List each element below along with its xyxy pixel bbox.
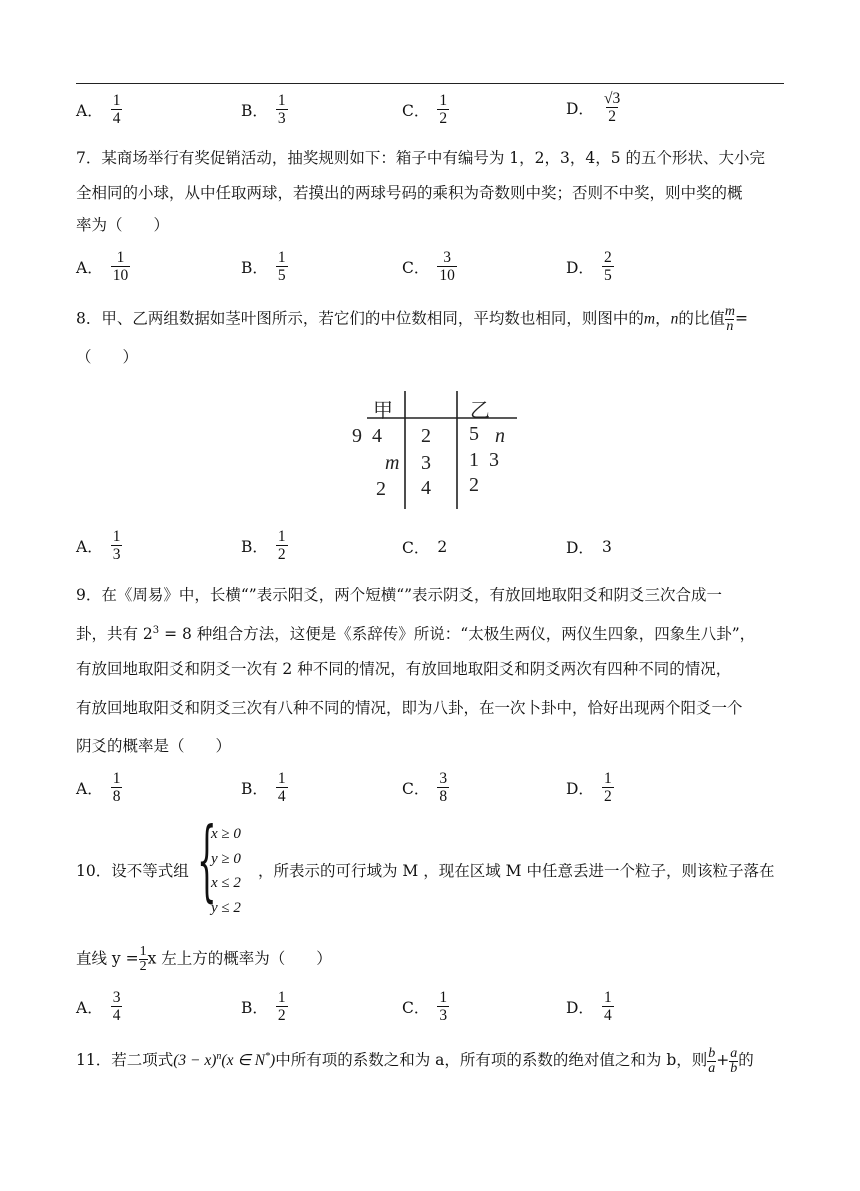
fraction <box>602 249 614 284</box>
option-label: A． <box>76 537 103 556</box>
numerator: a <box>730 1045 738 1061</box>
fraction <box>276 528 288 563</box>
left-leaves-row2: m <box>385 452 400 474</box>
option-label: B． <box>241 998 268 1017</box>
numerator: 1 <box>277 989 286 1006</box>
q10-line-2 <box>76 945 332 974</box>
denominator: 4 <box>277 788 286 805</box>
numerator: 3 <box>439 770 448 787</box>
q10-option-c[interactable] <box>402 989 449 1024</box>
q7-line-2: 全相同的小球，从中任取两球，若摸出的两球号码的乘积为奇数则中奖；否则不中奖，则中奖的概 <box>76 184 743 202</box>
q9-line-5: 阴爻的概率是（ ） <box>76 737 232 755</box>
q6-option-d[interactable] <box>566 90 622 125</box>
plus: + <box>716 1051 730 1070</box>
numerator: 1 <box>116 249 125 266</box>
q9-text-b: = 8 种组合方法，这便是《系辞传》所说：“太极生两仪，两仪生四象，四象生八卦”， <box>159 625 756 644</box>
q7-option-a[interactable] <box>76 249 130 284</box>
equals: = <box>734 309 748 328</box>
condition: y ≥ 0 <box>211 850 241 867</box>
fraction <box>276 249 288 284</box>
header-rule <box>76 83 784 84</box>
fraction <box>276 92 288 127</box>
q8-text: 8．甲、乙两组数据如茎叶图所示，若它们的中位数相同，平均数也相同，则图中的 <box>76 309 644 328</box>
fraction <box>437 92 449 127</box>
denominator: 2 <box>603 788 612 805</box>
star: * <box>265 1051 271 1062</box>
exponent: 3 <box>152 625 160 636</box>
q8-option-c[interactable] <box>402 536 447 558</box>
brace: { <box>197 808 217 911</box>
left-leaves-row3: 2 <box>376 478 386 500</box>
denominator: 10 <box>112 267 129 284</box>
denominator: 8 <box>112 788 121 805</box>
a-over-b <box>729 1047 738 1076</box>
q8-option-b[interactable] <box>241 528 288 563</box>
binomial-expr <box>173 1052 221 1069</box>
denominator: 5 <box>277 267 286 284</box>
close-paren: ) <box>270 1052 276 1070</box>
fraction <box>602 90 622 125</box>
q9-option-a[interactable] <box>76 770 122 805</box>
numerator: 1 <box>112 770 121 787</box>
option-label: A． <box>76 998 103 1017</box>
q9-line-3: 有放回地取阳爻和阴爻一次有 2 种不同的情况，有放回地取阳爻和阴爻两次有四种不同的情况， <box>76 660 732 678</box>
var-m: m <box>643 310 656 328</box>
q10-option-d[interactable] <box>566 989 614 1024</box>
q9-option-b[interactable] <box>241 770 288 805</box>
denominator: 2 <box>139 959 147 974</box>
q8-option-d[interactable] <box>566 536 612 558</box>
q6-option-c[interactable] <box>402 92 449 127</box>
denominator: 2 <box>439 110 448 127</box>
denominator: 4 <box>603 1007 612 1024</box>
denominator: 5 <box>603 267 612 284</box>
numerator: 3 <box>443 249 451 266</box>
q9-line-2 <box>76 620 755 645</box>
denominator: a <box>708 1060 716 1076</box>
numerator: 1 <box>277 528 286 545</box>
m-over-n <box>725 305 735 334</box>
q11-text-a: 11．若二项式 <box>76 1051 174 1070</box>
q11-line-1 <box>76 1046 754 1076</box>
numerator: 2 <box>603 249 612 266</box>
fraction <box>276 989 288 1024</box>
numerator: 1 <box>277 249 286 266</box>
option-label: C． <box>402 779 430 798</box>
option-label: D． <box>566 99 594 118</box>
q9-option-c[interactable] <box>402 770 449 805</box>
domain-expr <box>221 1052 275 1069</box>
q9-text-a: 卦，共有 2 <box>76 625 153 644</box>
numerator: m <box>724 304 735 319</box>
left-leaves-row1: 9 4 <box>352 425 382 447</box>
denominator: n <box>726 319 734 334</box>
expr: (3 − x) <box>173 1052 217 1070</box>
sqrt-numerator: √3 <box>603 90 621 107</box>
stem-leaf-plot <box>345 385 525 515</box>
fraction <box>111 770 123 805</box>
denominator: 2 <box>608 108 616 125</box>
numerator: 1 <box>603 989 612 1006</box>
fraction <box>111 249 131 284</box>
numerator: 1 <box>277 770 286 787</box>
condition: y ≤ 2 <box>211 899 241 916</box>
denominator: 4 <box>112 110 121 127</box>
q9-line-1: 9．在《周易》中，长横“”表示阳爻，两个短横“”表示阴爻，有放回地取阳爻和阴爻三次合成一 <box>76 586 723 604</box>
numerator: 1 <box>112 528 121 545</box>
denominator: 4 <box>112 1007 121 1024</box>
q11-text-b: 中所有项的系数之和为 a，所有项的系数的绝对值之和为 b，则 <box>275 1051 708 1070</box>
q7-line-1: 7．某商场举行有奖促销活动，抽奖规则如下：箱子中有编号为 1，2，3，4，5 的五个形状、大小完 <box>76 149 766 167</box>
q8-text-tail: 的比值 <box>678 309 725 328</box>
numerator: 1 <box>439 989 448 1006</box>
q9-line-4: 有放回地取阳爻和阴爻三次有八种不同的情况，即为八卦，在一次卜卦中，恰好出现两个阳爻一个 <box>76 699 743 717</box>
option-label: D． <box>566 779 594 798</box>
q8-option-a[interactable] <box>76 528 122 563</box>
option-value: 2 <box>437 538 448 556</box>
q8-line-1 <box>76 305 748 334</box>
denominator: 3 <box>277 110 286 127</box>
option-label: D． <box>566 998 594 1017</box>
numerator: 1 <box>112 92 121 109</box>
q10-option-b[interactable] <box>241 989 288 1024</box>
numerator: 1 <box>277 92 286 109</box>
q7-option-b[interactable] <box>241 249 288 284</box>
right-leaves-row2: 1 3 <box>469 449 499 471</box>
q11-tail: 的 <box>738 1051 754 1070</box>
q7-option-c[interactable] <box>402 249 457 284</box>
denominator: 8 <box>439 788 448 805</box>
condition: x ≤ 2 <box>211 875 241 891</box>
option-label: A． <box>76 258 103 277</box>
denominator: 3 <box>112 546 121 563</box>
inequality-system <box>197 808 241 920</box>
denominator: 2 <box>277 1007 286 1024</box>
option-label: B． <box>241 779 268 798</box>
q6-option-a[interactable] <box>76 92 122 127</box>
option-label: A． <box>76 779 103 798</box>
option-label: D． <box>566 258 594 277</box>
fraction <box>437 770 449 805</box>
option-label: C． <box>402 539 430 557</box>
right-title: 乙 <box>470 400 490 422</box>
q10-prefix: 10．设不等式组 <box>76 862 189 880</box>
option-label: B． <box>241 537 268 556</box>
numerator: 1 <box>603 770 612 787</box>
option-label: B． <box>241 101 268 120</box>
q7-option-d[interactable] <box>566 249 614 284</box>
fraction <box>437 989 449 1024</box>
option-value: 3 <box>601 538 612 556</box>
leaf-n: n <box>495 425 505 447</box>
numerator: 1 <box>439 92 448 109</box>
fraction <box>111 92 123 127</box>
q9-option-d[interactable] <box>566 770 614 805</box>
denominator: 10 <box>439 267 455 284</box>
left-title: 甲 <box>373 400 393 422</box>
right-leaves-row1: 5 <box>469 423 479 445</box>
fraction <box>602 770 614 805</box>
domain: (x ∈ N <box>221 1052 266 1070</box>
denominator: b <box>730 1060 738 1076</box>
half-fraction <box>139 945 148 974</box>
numerator: 1 <box>139 944 147 959</box>
q10-suffix: ，所表示的可行域为 M ，现在区域 M 中任意丢进一个粒子，则该粒子落在 <box>258 862 775 880</box>
right-leaves-row3: 2 <box>469 474 479 496</box>
q10-text-a: 直线 y = <box>76 949 139 968</box>
q10-option-a[interactable] <box>76 989 122 1024</box>
denominator: 3 <box>439 1007 448 1024</box>
numerator: 3 <box>112 989 121 1006</box>
stem-row3: 4 <box>421 477 431 499</box>
option-label: C． <box>402 101 430 120</box>
stem-row2: 3 <box>421 452 431 474</box>
option-label: A． <box>76 101 103 120</box>
condition: x ≥ 0 <box>211 826 241 842</box>
q6-option-b[interactable] <box>241 92 288 127</box>
exponent: n <box>216 1051 222 1062</box>
denominator: 2 <box>277 546 286 563</box>
option-label: C． <box>402 258 430 277</box>
q10-text-b: x 左上方的概率为（ ） <box>147 949 332 968</box>
fraction <box>111 989 123 1024</box>
option-label: B． <box>241 258 268 277</box>
numerator: b <box>708 1045 716 1061</box>
var-n: n <box>670 310 679 328</box>
option-label: C． <box>402 998 430 1017</box>
fraction <box>276 770 288 805</box>
q7-line-3: 率为（ ） <box>76 216 170 234</box>
b-over-a <box>707 1047 716 1076</box>
stem-row1: 2 <box>421 425 431 447</box>
q8-line-2: （ ） <box>76 348 139 366</box>
fraction <box>602 989 614 1024</box>
option-label: D． <box>566 539 594 557</box>
fraction <box>437 249 457 284</box>
fraction <box>111 528 123 563</box>
comma: ， <box>655 309 671 328</box>
